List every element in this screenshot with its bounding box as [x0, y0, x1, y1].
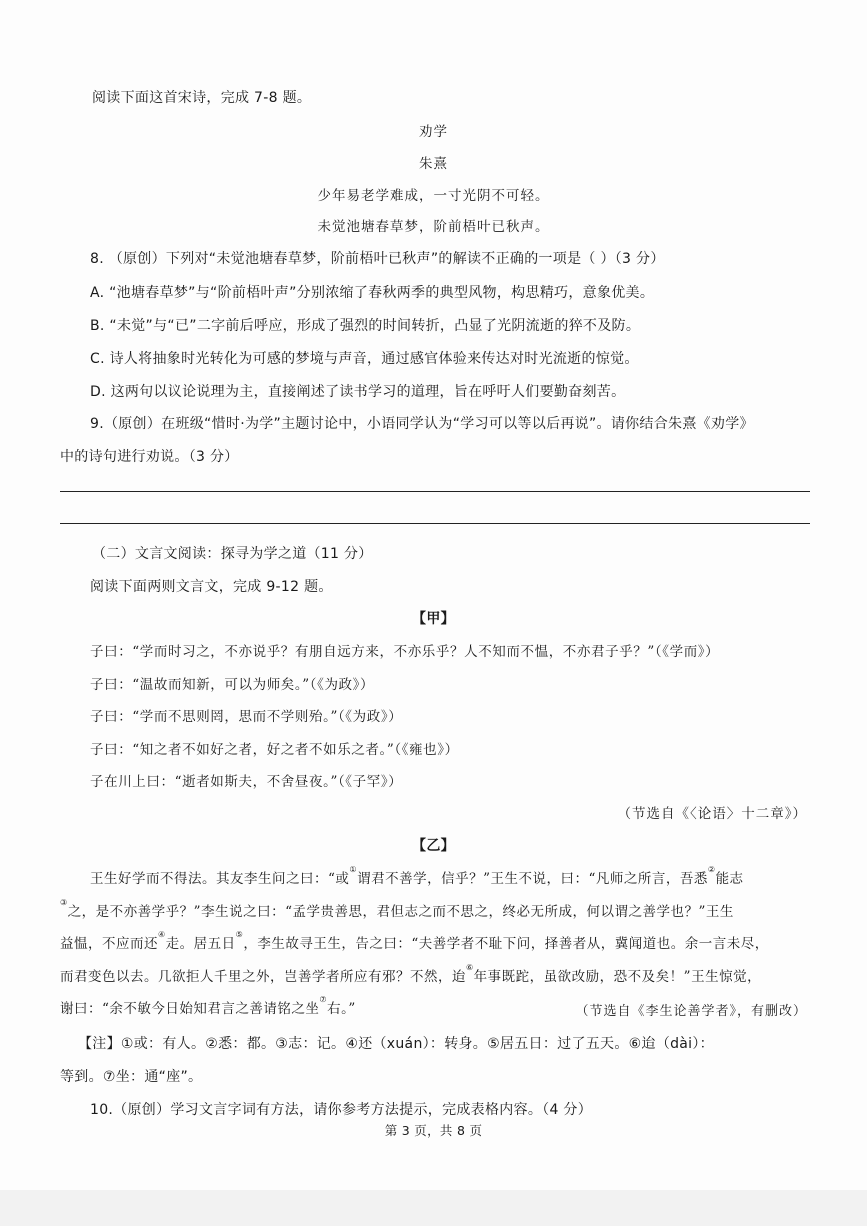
- notes-line-1: 【注】①或：有人。②悉：都。③志：记。④还（xuán）：转身。⑤居五日：过了五天。⑥迨（dài）：: [78, 1036, 714, 1052]
- passage-jia-label: 【甲】: [412, 611, 455, 627]
- question-10-stem: 10.（原创）学习文言字词有方法，请你参考方法提示，完成表格内容。（4 分）: [90, 1102, 593, 1118]
- passage-yi-label: 【乙】: [412, 838, 455, 854]
- jia-line-2: 子曰：“温故而知新，可以为师矣。”（《为政》）: [90, 677, 375, 693]
- jia-line-4: 子曰：“知之者不如好之者，好之者不如乐之者。”（《雍也》）: [90, 742, 459, 758]
- poem-title: 劝学: [419, 124, 448, 140]
- question-8-option-c: C. 诗人将抽象时光转化为可感的梦境与声音，通过感官体验来传达对时光流逝的惊觉。: [90, 351, 639, 367]
- yi-line-2: ③之，是不亦善学乎？”李生说之曰：“孟学贵善思，君但志之而不思之，终必无所成，何以谓之善学也？”王生: [60, 898, 734, 920]
- yi-line-1: 王生好学而不得法。其友李生问之曰：“或①谓君不善学，信乎？”王生不说，曰：“凡师之所言，吾悉②能志: [90, 865, 744, 887]
- yi-line-5: 谢曰：“余不敏今日始知君言之善请铭之坐⑦右。”: [60, 995, 356, 1017]
- question-9-line-1: 9.（原创）在班级“惜时·为学”主题讨论中，小语同学认为“学习可以等以后再说”。请你结合朱熹《劝学》: [90, 416, 754, 432]
- question-8-stem: 8. （原创）下列对“未觉池塘春草梦，阶前梧叶已秋声”的解读不正确的一项是（ ）（3 分）: [90, 251, 665, 267]
- notes-line-2: 等到。⑦坐：通“座”。: [60, 1069, 203, 1085]
- yi-source: （节选自《李生论善学者》，有删改）: [575, 1004, 807, 1019]
- poem-author: 朱熹: [419, 156, 448, 172]
- answer-line-1: [60, 491, 810, 492]
- part-2-heading: （二）文言文阅读：探寻为学之道（11 分）: [92, 546, 373, 562]
- scan-bottom-edge: [0, 1190, 867, 1226]
- question-8-option-b: B. “未觉”与“已”二字前后呼应，形成了强烈的时间转折，凸显了光阴流逝的猝不及防。: [90, 318, 641, 334]
- jia-line-5: 子在川上曰：“逝者如斯夫，不舍昼夜。”（《子罕》）: [90, 774, 403, 790]
- poem-line-1: 少年易老学难成，一寸光阴不可轻。: [317, 188, 550, 204]
- jia-line-3: 子曰：“学而不思则罔，思而不学则殆。”（《为政》）: [90, 709, 403, 725]
- question-9-line-2: 中的诗句进行劝说。（3 分）: [60, 449, 239, 465]
- poem-line-2: 未觉池塘春草梦，阶前梧叶已秋声。: [317, 219, 550, 235]
- yi-line-4: 而君变色以去。几欲拒人千里之外，岂善学者所应有邪？不然，迨⑥年事既跎，虽欲改励，恐不及矣！”王生惊觉，: [60, 963, 762, 985]
- section-intro: 阅读下面这首宋诗，完成 7-8 题。: [92, 90, 312, 106]
- question-8-option-a: A. “池塘春草梦”与“阶前梧叶声”分别浓缩了春秋两季的典型风物，构思精巧，意象优美。: [90, 285, 655, 301]
- yi-line-3: 益愠，不应而还④走。居五日⑤，李生故寻王生，告之曰：“夫善学者不耻下问，择善者从，冀闻道也。余一言未尽，: [60, 930, 769, 952]
- part-2-intro: 阅读下面两则文言文，完成 9-12 题。: [90, 579, 333, 595]
- answer-line-2: [60, 523, 810, 524]
- question-8-option-d: D. 这两句以议论说理为主，直接阐述了读书学习的道理，旨在呼吁人们要勤奋刻苦。: [90, 384, 626, 400]
- jia-source: （节选自《〈论语〉十二章》）: [617, 806, 807, 822]
- jia-line-1: 子曰：“学而时习之，不亦说乎？有朋自远方来，不亦乐乎？人不知而不愠，不亦君子乎？”（《学而》）: [90, 644, 720, 660]
- page-footer: 第 3 页，共 8 页: [384, 1123, 483, 1138]
